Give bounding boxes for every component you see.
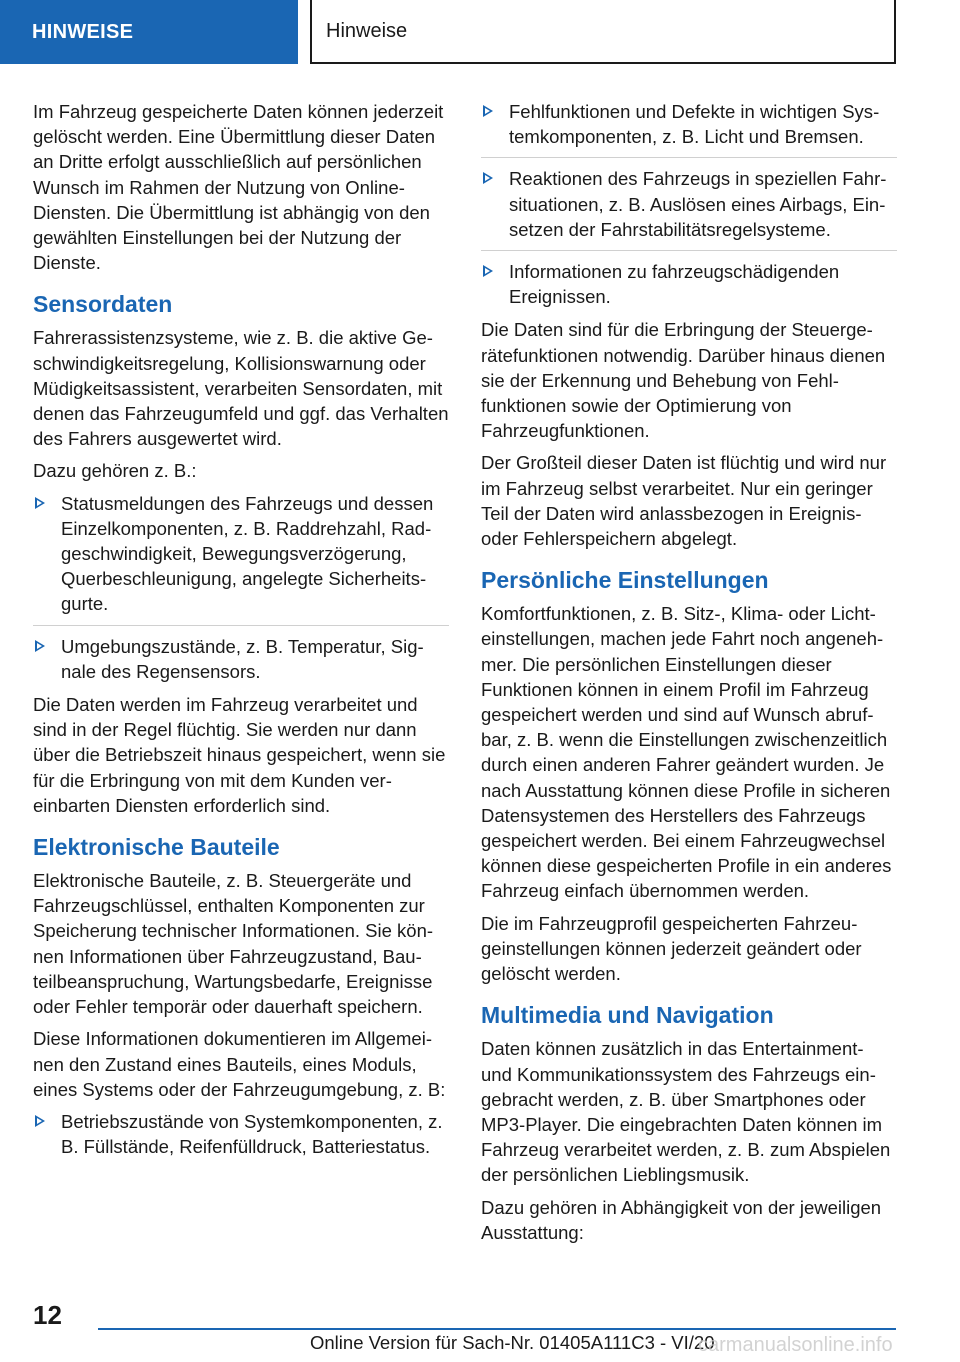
heading-sensordaten: Sensordaten	[33, 291, 173, 318]
section-tab	[0, 0, 298, 64]
fluechtig-paragraph: Der Großteil dieser Daten ist flüchtig und wird nur im Fahrzeug selbst verarbeitet. Nur ein geringer Teil der Daten wird anlassbezogen in Ereignis- oder Fehlerspeichern abgelegt.	[481, 452, 887, 550]
sensor-paragraph: Fahrerassistenzsysteme, wie z. B. die aktive Geschwindigkeitsregelung, Kollisionswarnung oder Müdigkeitsassistent, verarbeiten Sensordaten, mit denen das Fahrzeugumfeld und ggf. das Verhalten des Fahrers ausgewertet wird.	[33, 327, 449, 450]
heading-elektronische-bauteile: Elektronische Bauteile	[33, 834, 280, 861]
list-item	[481, 259, 897, 309]
list-item-text: Informationen zu fahrzeugschädigenden Ereignissen.	[509, 261, 840, 308]
list-item-text: Reaktionen des Fahrzeugs in speziellen Fahrsituationen, z. B. Auslösen eines Airbags, Einsetzen der Fahrstabilitätsregelsysteme.	[509, 168, 887, 240]
heading-persoenliche-einstellungen: Persönliche Einstellungen	[481, 567, 769, 594]
triangle-bullet-icon	[483, 172, 493, 184]
sensor-list	[33, 491, 449, 684]
triangle-bullet-icon	[483, 265, 493, 277]
sensor-examples-intro: Dazu gehören z. B.:	[33, 460, 197, 482]
section-label: HINWEISE	[32, 20, 134, 43]
triangle-bullet-icon	[35, 640, 45, 652]
steuergeraete-paragraph: Die Daten sind für die Erbringung der Steuergerätefunktionen notwendig. Darüber hinaus dienen sie der Erkennung und Behebung von Fehlfunktionen sowie der Optimierung von Fahrzeugfunktionen.	[481, 319, 886, 442]
list-item	[481, 166, 897, 251]
list-item-text: Fehlfunktionen und Defekte in wichtigen Systemkomponenten, z. B. Licht und Bremsen.	[509, 101, 880, 148]
list-item	[33, 1109, 449, 1159]
page-number: 12	[33, 1300, 62, 1330]
list-item-text: Betriebszustände von Systemkomponenten, z. B. Füllstände, Reifenfülldruck, Batteriestatus.	[61, 1110, 443, 1158]
list-item-text: Umgebungszustände, z. B. Temperatur, Signale des Regensensors.	[61, 635, 424, 682]
triangle-bullet-icon	[35, 497, 45, 509]
intro-paragraph: Im Fahrzeug gespeicherte Daten können jederzeit gelöscht werden. Eine Übermittlung dieser Daten an Dritte erfolgt ausschließlich auf persönlichen Wunsch im Rahmen der Nutzung von Online-Diensten. Die Übermittlung ist abhängig von den gewählten Einstellungen bei der Nutzung der Dienste.	[33, 101, 444, 274]
bauteile-info-paragraph: Diese Informationen dokumentieren im Allgemeinen den Zustand eines Bauteils, eines Moduls, eines Systems oder der Fahrzeugumgebung, z. B:	[33, 1028, 446, 1100]
watermark: carmanualsonline.info	[698, 1334, 893, 1356]
bauteile-list-continued	[481, 99, 897, 309]
komfort-paragraph: Komfortfunktionen, z. B. Sitz-, Klima- oder Lichteinstellungen, machen jede Fahrt noch angenehmer. Die persönlichen Einstellungen dieser Funktionen können in einem Profil im Fahrzeug gespeichert werden und sind auf Wunsch abrufbar, z. B. wenn die Einstellungen zwischenzeitlich durch einen anderen Fahrer geändert wurden. Je nach Ausstattung können diese Profile in sicheren Datensystemen des Herstellers des Fahrzeugs gespeichert werden. Bei einem Fahrzeugwechsel können diese gespeicherten Profile in ein anderes Fahrzeug einfach übernommen werden.	[481, 603, 892, 902]
sensor-processing-paragraph: Die Daten werden im Fahrzeug verarbeitet und sind in der Regel flüchtig. Sie werden nur dann über die Betriebszeit hinaus gespeichert, wenn sie für die Erbringung von mit dem Kunden vereinbarten Diensten erforderlich sind.	[33, 694, 446, 816]
multimedia-paragraph: Daten können zusätzlich in das Entertainment- und Kommunikationssystem des Fahrzeugs eingebracht werden, z. B. über Smartphones oder MP3-Player. Die eingebrachten Daten können im Fahrzeug verarbeitet werden, z. B. zum Abspielen der persönlichen Lieblingsmusik.	[481, 1038, 891, 1186]
footer-online-version: Online Version für Sach-Nr. 01405A111C3 - VI/20	[310, 1332, 715, 1353]
ausstattung-paragraph: Dazu gehören in Abhängigkeit von der jeweiligen Ausstattung:	[481, 1196, 882, 1243]
bauteile-list	[33, 1109, 449, 1159]
list-item-text: Statusmeldungen des Fahrzeugs und dessen Einzelkomponenten, z. B. Raddrehzahl, Radgeschwindigkeit, Bewegungsverzögerung, Querbeschleunigung, angelegte Sicherheitsgurte.	[61, 492, 434, 615]
header-title-text: Hinweise	[326, 19, 408, 42]
heading-multimedia-navigation: Multimedia und Navigation	[481, 1002, 774, 1029]
list-item	[33, 491, 449, 626]
page-header-title	[310, 0, 896, 64]
footer-divider	[98, 1328, 896, 1330]
bauteile-paragraph: Elektronische Bauteile, z. B. Steuergeräte und Fahrzeugschlüssel, enthalten Komponenten zur Speicherung technischer Informationen. Sie können Informationen über Fahrzeugzustand, Bauteilbeanspruchung, Wartungsbedarfe, Ereignisse oder Fehler temporär oder dauerhaft speichern.	[33, 870, 434, 1018]
right-column	[481, 99, 897, 1252]
left-column	[33, 99, 449, 1167]
list-item	[33, 634, 449, 684]
triangle-bullet-icon	[483, 105, 493, 117]
profil-paragraph: Die im Fahrzeugprofil gespeicherten Fahrzeugeinstellungen können jederzeit geändert oder gelöscht werden.	[481, 912, 862, 985]
list-item	[481, 99, 897, 158]
triangle-bullet-icon	[35, 1115, 45, 1127]
